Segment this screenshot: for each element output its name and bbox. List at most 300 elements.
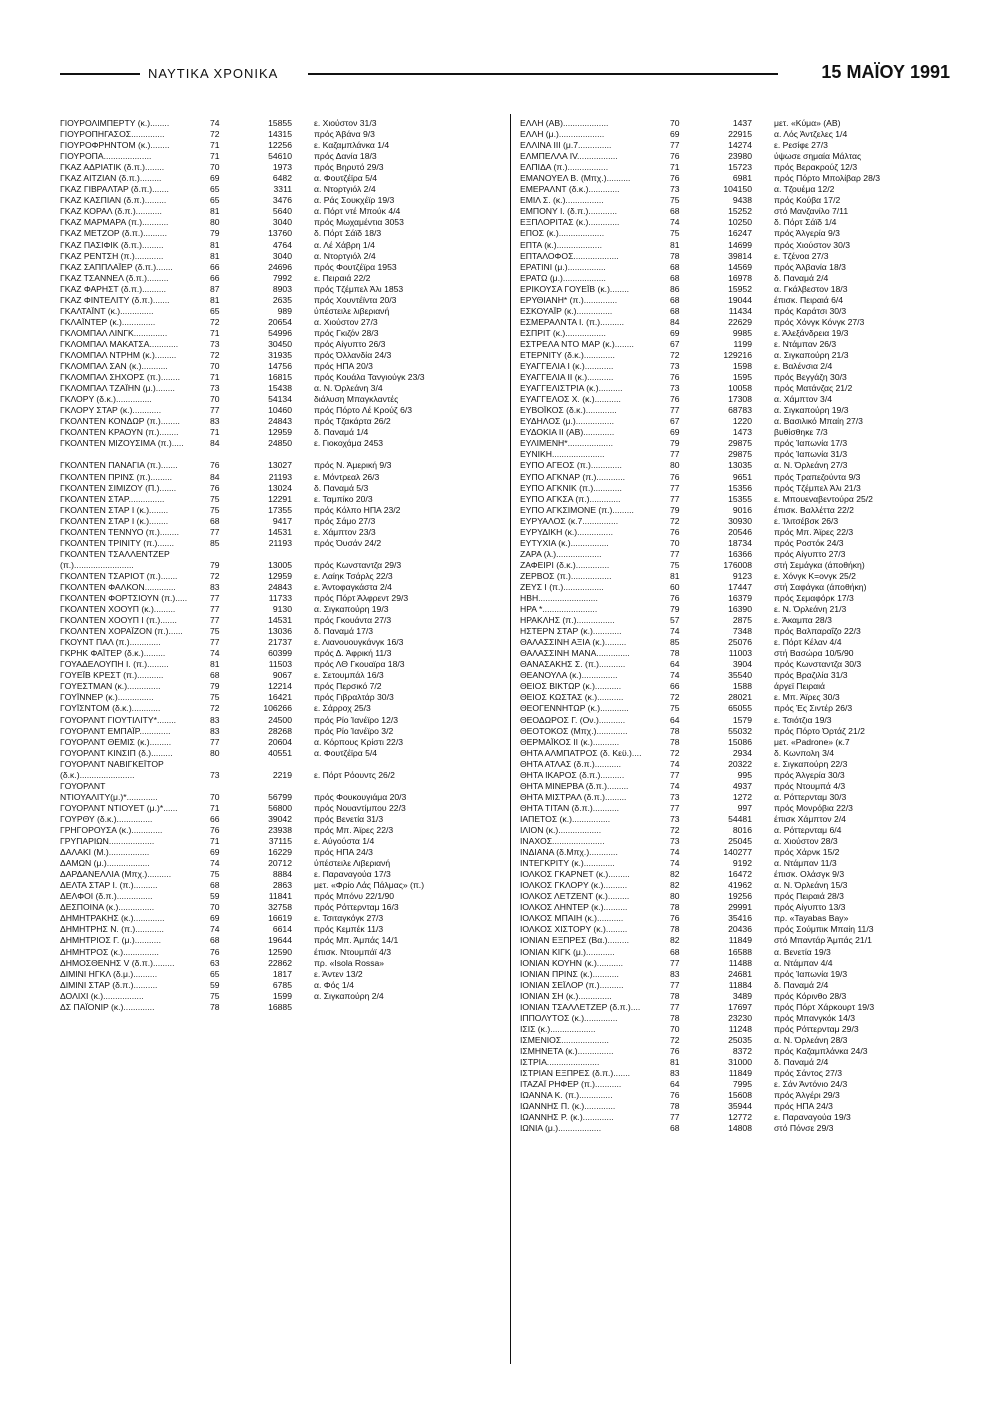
build-year <box>210 549 230 560</box>
ship-name: ΙΟΝΙΑΝ ΚΟΥΗΝ (κ.)........... <box>520 957 624 968</box>
ship-row <box>520 472 964 483</box>
ship-row <box>520 361 964 372</box>
row-gap <box>60 449 504 460</box>
build-year: 68 <box>210 515 220 526</box>
ship-name: ΘΕΟΓΕΝΝΗΤΩΡ (κ.)............ <box>520 703 629 714</box>
ship-name: ΕΥΤΥΧΙΑ (κ.)................ <box>520 537 609 548</box>
tonnage: 8372 <box>732 1045 752 1056</box>
build-year: 57 <box>670 615 680 626</box>
build-year: 72 <box>670 515 680 526</box>
ship-name: ΓΚΑΖ ΦΙΝΤΕΛΙΤΥ (δ.π.)....... <box>60 294 170 305</box>
build-year: 78 <box>210 1001 220 1012</box>
ship-position: διάλυση Μπαγκλαντές <box>314 394 399 405</box>
ship-row <box>520 483 964 494</box>
ship-name: ΓΚΑΖ ΑΙΤΖΙΑΝ (δ.π.)......... <box>60 173 162 184</box>
ship-row <box>520 284 964 295</box>
build-year: 74 <box>670 780 680 791</box>
build-year: 76 <box>670 372 680 383</box>
ship-name: ΝΤΙΟΥΑΛΙΤΥ(μ.)*............. <box>60 791 158 802</box>
build-year: 73 <box>670 836 680 847</box>
build-year: 76 <box>670 173 680 184</box>
ship-row <box>520 516 964 527</box>
ship-position: ε. Χόνγκ Κ=ονγκ 25/2 <box>774 570 856 581</box>
build-year: 84 <box>210 471 220 482</box>
ship-position: πρός Μπ. Άϊρες 22/3 <box>314 825 394 835</box>
ship-name: ΔΑΡΔΑΝΕΛΛΙΑ (Μπχ.).......... <box>60 869 172 880</box>
tonnage: 16619 <box>268 913 292 924</box>
tonnage: 11849 <box>728 935 752 946</box>
tonnage: 997 <box>737 802 752 813</box>
ship-name: ΙΣΤΡΙΑΝ ΕΞΠΡΕΣ (δ.π.)....... <box>520 1068 631 1079</box>
ship-row <box>60 670 504 681</box>
ship-name: ΓΚΟΛΝΤΕΝ ΤΣΑΡΙΟΤ (π.)....... <box>60 570 178 581</box>
build-year: 78 <box>670 990 680 1001</box>
ship-position: πρός Χόνγκ Κόνγκ 27/3 <box>774 316 865 327</box>
build-year: 78 <box>670 725 680 736</box>
ship-position: α. Φουτζέϊρα 5/4 <box>314 747 378 758</box>
tonnage: 25045 <box>728 836 752 847</box>
ship-position: ε. Λιανουουγκάνγκ 16/3 <box>314 637 404 648</box>
ship-row <box>60 262 504 273</box>
build-year: 76 <box>210 946 220 957</box>
tonnage: 23938 <box>268 825 292 835</box>
ship-name: ΓΚΛΟΜΠΑΛ ΤΖΑΪΗΝ (μ.)........ <box>60 383 175 394</box>
ship-name: ΓΚΟΛΝΤΕΝ ΣΤΑΡ Ι (κ.)........ <box>60 515 169 526</box>
ship-position: ε. Μόντρεαλ 26/3 <box>314 471 380 482</box>
build-year: 72 <box>210 349 220 360</box>
build-year: 68 <box>670 305 680 316</box>
ship-name: ΓΚΛΟΜΠΑΛ ΣΑΝ (κ.)........... <box>60 361 168 372</box>
ship-position: πρός Άλγερία 9/3 <box>774 228 840 239</box>
ship-position: πρός Κόρινθο 28/3 <box>774 990 847 1001</box>
tonnage: 23230 <box>728 1012 752 1023</box>
ship-position: πρός Βεγγάζη 30/3 <box>774 372 847 383</box>
tonnage: 39814 <box>728 250 752 261</box>
tonnage: 20322 <box>728 758 752 769</box>
build-year: 83 <box>210 714 220 725</box>
build-year: 74 <box>670 847 680 858</box>
build-year: 82 <box>670 935 680 946</box>
ship-position: πρός Κόλπο ΗΠΑ 23/2 <box>314 504 401 515</box>
ship-name: ΓΚΟΛΝΤΕΝ ΦΑΛΚΟΝ............. <box>60 581 176 592</box>
ship-row <box>520 1079 964 1090</box>
ship-name: ΕΡΑΤΩ (μ.).................. <box>520 272 606 283</box>
ship-row <box>520 969 964 980</box>
ship-name: ΙΟΝΙΑΝ ΠΡΙΝΣ (κ.)........... <box>520 968 619 979</box>
build-year: 69 <box>670 327 680 338</box>
tonnage: 10058 <box>728 383 752 394</box>
ship-position: έπισκ. Πειραιά 6/4 <box>774 294 844 305</box>
ship-row <box>520 924 964 935</box>
tonnage: 1599 <box>272 990 292 1001</box>
ship-row <box>60 880 504 891</box>
ship-row <box>520 803 964 814</box>
ship-position: πρός Δανία 18/3 <box>314 151 377 162</box>
ship-position: πρός Ίαπωνία 19/3 <box>774 968 848 979</box>
build-year: 75 <box>210 504 220 515</box>
ship-position: πρός Βερακρούζ 12/3 <box>774 162 858 173</box>
tonnage: 16885 <box>268 1001 292 1012</box>
ship-name: ΔΕΛΤΑ ΣΤΑΡ Ι. (π.).......... <box>60 880 158 891</box>
ship-position: πρός Καράτσι 30/3 <box>774 305 847 316</box>
ship-name: ΓΚΛΟΜΠΑΛ ΜΑΚΑΤΣΑ............ <box>60 338 179 349</box>
tonnage: 17447 <box>728 581 752 592</box>
build-year: 85 <box>210 537 220 548</box>
ship-name: ΕΣΤΡΕΛΑ ΝΤΟ ΜΑΡ (κ.)........ <box>520 338 634 349</box>
ship-name: ΙΟΛΚΟΣ ΓΚΛΟΡΥ (κ.).......... <box>520 880 628 891</box>
ship-name: ΔΟΛΙΧΙ (κ.)................. <box>60 990 144 1001</box>
build-year: 71 <box>670 162 680 173</box>
tonnage: 1973 <box>272 162 292 173</box>
tonnage: 15356 <box>728 482 752 493</box>
ship-row <box>60 891 504 902</box>
ship-name: ΘΑΝΑΣΑΚΗΣ Σ. (π.)........... <box>520 659 626 670</box>
ship-name: ΓΚΑΖ ΚΟΡΑΛ (δ.π.)........... <box>60 206 162 217</box>
ship-row <box>60 924 504 935</box>
tonnage: 11003 <box>728 648 752 659</box>
build-year: 73 <box>210 769 220 780</box>
tonnage: 9438 <box>732 195 752 206</box>
build-year: 81 <box>210 239 220 250</box>
build-year: 80 <box>670 460 680 471</box>
ship-row <box>520 494 964 505</box>
tonnage: 12959 <box>268 427 292 438</box>
ship-name: ΕΥΡΥΑΛΟΣ (κ.7............... <box>520 515 619 526</box>
build-year: 79 <box>210 681 220 692</box>
tonnage: 16366 <box>728 548 752 559</box>
ship-position: πρός Άλγέρι 29/3 <box>774 1090 840 1101</box>
tonnage: 14315 <box>268 129 292 140</box>
ship-name: ΓΟΥΪΝΝΕΡ (κ.)............... <box>60 692 154 703</box>
build-year: 84 <box>670 316 680 327</box>
ship-position: δ. Παναμά 17/3 <box>314 626 374 637</box>
ship-name: ΕΛΛΙΝΑ ΙΙΙ (μ.7.............. <box>520 140 612 151</box>
ship-row <box>520 637 964 648</box>
build-year: 68 <box>210 935 220 946</box>
build-year: 78 <box>670 1012 680 1023</box>
tonnage: 7348 <box>732 626 752 637</box>
ship-row <box>520 1046 964 1057</box>
tonnage: 1598 <box>732 361 752 372</box>
build-year: 76 <box>670 471 680 482</box>
tonnage: 6981 <box>732 173 752 184</box>
ship-name: ΙΩΝΙΑ (μ.).................. <box>520 1123 602 1134</box>
ship-position: πρός Μπ. Άμπάς 14/1 <box>314 935 399 946</box>
ship-name: ΓΚΑΖ ΑΔΡΙΑΤΙΚ (δ.π.)........ <box>60 162 165 173</box>
ship-position: πρός Σάντος 27/3 <box>774 1068 843 1079</box>
tonnage: 18734 <box>728 537 752 548</box>
ship-row <box>520 902 964 913</box>
ship-row <box>60 217 504 228</box>
ship-position: ε. Σάρροχ 25/3 <box>314 703 371 714</box>
tonnage: 21193 <box>268 537 292 548</box>
ship-name: ΓΚΟΛΝΤΕΝ ΣΙΜΙΖΟΥ (Π.)....... <box>60 482 177 493</box>
ship-position: α. Λέ Χάβρη 1/4 <box>314 239 375 250</box>
tonnage: 24843 <box>268 581 292 592</box>
ship-position: πρός Τραπεζούντα 9/3 <box>774 471 861 482</box>
ship-name: ΓΚΑΖ ΜΑΡΜΑΡΑ (π.)........... <box>60 217 169 228</box>
ship-row <box>520 858 964 869</box>
ship-position: πρός Σεμαφόρκ 17/3 <box>774 593 854 604</box>
ship-name: ΓΚΛΟΜΠΑΛ ΣΗΧΟΡΣ (π.)........ <box>60 372 180 383</box>
ship-row <box>520 538 964 549</box>
ship-position: ε. Ταμπίκο 20/3 <box>314 493 373 504</box>
ship-name: ΓΚΟΛΝΤΕΝ ΚΡΑΟΥΝ (π.)........ <box>60 427 179 438</box>
ship-name: ΙΠΠΟΛΥΤΟΣ (κ.).............. <box>520 1012 618 1023</box>
tonnage: 15355 <box>728 493 752 504</box>
tonnage: 68783 <box>728 405 752 416</box>
ship-row <box>520 648 964 659</box>
ship-row <box>520 206 964 217</box>
ship-name: ΕΥΠΟ ΑΓΚΣΑ (π.)............. <box>520 493 621 504</box>
ship-row <box>520 438 964 449</box>
ship-name: ΕΥΔΟΚΙΑ ΙΙ (ΑΒ)............. <box>520 427 615 438</box>
ship-row <box>520 703 964 714</box>
ship-row <box>60 339 504 350</box>
ship-row <box>520 372 964 383</box>
ship-row <box>520 582 964 593</box>
ship-position: α. Ρόττερνταμ 6/4 <box>774 825 842 835</box>
ship-name: ΙΝΤΕΓΚΡΙΤΥ (κ.)............. <box>520 858 615 869</box>
ship-name: ΕΠΤΑ (κ.)................... <box>520 239 602 250</box>
ship-position: πρός Άλβανία 18/3 <box>774 261 846 272</box>
ship-name: ΙΣΙΣ (κ.)................... <box>520 1023 596 1034</box>
tonnage: 2863 <box>272 880 292 891</box>
ship-name: ΙΝΔΙΑΝΑ (δ.Μπχ.)............ <box>520 847 618 858</box>
tonnage: 13005 <box>268 559 292 570</box>
ship-name: ΓΟΥΡΘΥ (δ.κ.)............... <box>60 813 153 824</box>
ship-position: πρός Σούμπικ Μπαίη 11/3 <box>774 924 874 935</box>
ship-row <box>60 361 504 372</box>
build-year: 75 <box>670 559 680 570</box>
tonnage: 1437 <box>732 118 752 128</box>
ship-name: ΓΟΥΟΡΛΝΤ ΚΙΝΣΙΠ (δ.)......... <box>60 747 173 758</box>
ship-position: α. Ντορτγιόλ 2/4 <box>314 250 376 261</box>
ship-row <box>520 140 964 151</box>
build-year: 70 <box>210 361 220 372</box>
tonnage: 28021 <box>728 692 752 703</box>
ship-row <box>60 715 504 726</box>
ship-row <box>60 549 504 560</box>
build-year: 70 <box>210 394 220 405</box>
ship-row <box>520 449 964 460</box>
build-year: 74 <box>210 924 220 935</box>
build-year: 79 <box>210 559 220 570</box>
ship-name: ΔΑΜΩΝ (μ.).................. <box>60 858 150 869</box>
ship-row <box>520 947 964 958</box>
ship-position: α. Ντάμπαν 11/3 <box>774 858 837 869</box>
build-year: 69 <box>670 129 680 140</box>
ship-name: ΙΣΤΡΙΑ...................... <box>520 1056 600 1067</box>
ship-row <box>520 593 964 604</box>
ship-name: ΙΟΝΙΑΝ ΣΕΪΛΟΡ (π.).......... <box>520 979 624 990</box>
tonnage: 14808 <box>728 1123 752 1134</box>
build-year: 76 <box>670 1090 680 1101</box>
ship-row <box>60 947 504 958</box>
tonnage: 17355 <box>268 504 292 515</box>
tonnage: 12590 <box>268 946 292 957</box>
build-year: 75 <box>210 692 220 703</box>
ship-position: δ. Πόρτ Σάϊδ 1/4 <box>774 217 837 228</box>
tonnage: 9130 <box>272 604 292 615</box>
ship-row <box>520 527 964 538</box>
ship-position: δ. Παναμά 1/4 <box>314 427 369 438</box>
ship-row <box>520 162 964 173</box>
ship-position: α. Σιγκαπούρη 19/3 <box>774 405 849 416</box>
build-year: 73 <box>210 383 220 394</box>
tonnage: 1220 <box>732 416 752 427</box>
ship-row <box>60 781 504 792</box>
ship-row <box>60 770 504 781</box>
ship-name: ΙΩΑΝΝΗΣ Ρ. (κ.)............. <box>520 1112 614 1123</box>
ship-row <box>60 173 504 184</box>
tonnage: 13036 <box>268 626 292 637</box>
ship-position: πρός Πόρτο Λέ Κρούζ 6/3 <box>314 405 413 416</box>
ship-row <box>60 427 504 438</box>
ship-row <box>60 538 504 549</box>
build-year: 77 <box>210 526 220 537</box>
ship-name: ΔΙΜΙΝΙ ΣΤΑΡ (δ.π.).......... <box>60 979 158 990</box>
ship-name: ΘΗΤΑ ΙΚΑΡΟΣ (δ.π.).......... <box>520 769 625 780</box>
build-year: 76 <box>670 394 680 405</box>
ship-row <box>520 184 964 195</box>
tonnage: 55032 <box>728 725 752 736</box>
ship-name: ΓΚΑΖ ΠΑΣΙΦΙΚ (δ.π.)......... <box>60 239 164 250</box>
build-year: 75 <box>670 703 680 714</box>
build-year: 64 <box>670 714 680 725</box>
ship-position: πρός Αίγυπτο 26/3 <box>314 338 386 349</box>
ship-position: πρός Ροστόκ 24/3 <box>774 537 844 548</box>
build-year: 72 <box>670 692 680 703</box>
ship-name: ΙΟΛΚΟΣ ΧΙΣΤΟΡΥ (κ.)......... <box>520 924 628 935</box>
ship-name: ΓΙΟΥΡΟΠΗΓΑΣΟΣ.............. <box>60 129 165 140</box>
ship-row <box>60 869 504 880</box>
ship-row <box>60 151 504 162</box>
ship-name: ΕΥΛΙΜΕΝΗ*................... <box>520 438 613 449</box>
ship-position: πρός Ν. Άμερική 9/3 <box>314 460 392 471</box>
tonnage: 16588 <box>728 946 752 957</box>
tonnage <box>230 759 302 770</box>
ship-row <box>60 571 504 582</box>
build-year: 83 <box>210 725 220 736</box>
ship-position: πρός Κωνσταντζα 29/3 <box>314 559 402 570</box>
ship-row <box>60 726 504 737</box>
build-year: 73 <box>670 813 680 824</box>
ship-position: έπισκ. Ολάσγκ 9/3 <box>774 869 845 880</box>
ship-row <box>520 759 964 770</box>
tonnage: 3904 <box>732 659 752 670</box>
ship-position: πρός Όυσάν 24/2 <box>314 537 382 548</box>
ship-position: πρός Ρόττερνταμ 16/3 <box>314 902 399 913</box>
build-year: 75 <box>210 869 220 880</box>
ship-name: ΖΕΡΒΟΣ (π.)................. <box>520 570 612 581</box>
ship-name: ΓΚΟΛΝΤΕΝ ΤΕΝΝΥΟ (π.)........ <box>60 526 179 537</box>
ship-name: ΓΚΑΛΤΑΪΝΤ (κ.).............. <box>60 305 154 316</box>
build-year: 65 <box>210 968 220 979</box>
ship-position: πρός Άβάνα 9/3 <box>314 129 375 140</box>
ship-row <box>520 328 964 339</box>
tonnage: 7995 <box>732 1079 752 1090</box>
build-year: 74 <box>670 858 680 869</box>
ship-name: ΓΟΥΟΡΛΝΤ ΕΜΠΑΪΡ............. <box>60 725 171 736</box>
build-year: 69 <box>670 427 680 438</box>
tonnage: 16379 <box>728 593 752 604</box>
ship-name: ΗΒΗ......................... <box>520 593 598 604</box>
ship-row <box>60 350 504 361</box>
build-year: 75 <box>210 626 220 637</box>
build-year: 85 <box>670 637 680 648</box>
build-year: 86 <box>670 283 680 294</box>
tonnage: 14531 <box>268 526 292 537</box>
ship-name: ΔΙΜΙΝΙ ΗΓΚΛ (δ.μ.).......... <box>60 968 158 979</box>
ship-row <box>520 383 964 394</box>
ship-position: πρός Χάρνκ 15/2 <box>774 847 840 858</box>
tonnage: 54481 <box>728 813 752 824</box>
ship-position: πρός Πόρτ Χάρκουρτ 19/3 <box>774 1001 875 1012</box>
build-year: 75 <box>670 228 680 239</box>
build-year: 77 <box>670 769 680 780</box>
ship-position: μετ. «Φρίο Λάς Πάλμας» (π.) <box>314 880 425 891</box>
build-year: 87 <box>210 283 220 294</box>
build-year: 74 <box>670 626 680 637</box>
ship-position: δ. Κωνπολη 3/4 <box>774 747 835 758</box>
ship-name: ΓΚΡΗΚ ΦΑΪΤΕΡ (δ.κ.)......... <box>60 648 166 659</box>
build-year: 72 <box>670 825 680 835</box>
ship-position: ε. Καζαμπλάνκα 1/4 <box>314 140 390 151</box>
ship-row <box>60 184 504 195</box>
tonnage: 11733 <box>268 593 292 604</box>
tonnage: 6482 <box>272 173 292 184</box>
build-year: 66 <box>210 272 220 283</box>
ship-position: α. Χιούστον 27/3 <box>314 316 378 327</box>
tonnage: 3476 <box>272 195 292 206</box>
tonnage: 16978 <box>728 272 752 283</box>
ship-name: ΕΛΛΗ (ΑΒ)................... <box>520 118 609 128</box>
tonnage: 1199 <box>733 338 752 349</box>
ship-position: α. Κόρπους Κρίστι 22/3 <box>314 736 403 747</box>
build-year: 76 <box>670 593 680 604</box>
ship-position: α. Ρόττερνταμ 30/3 <box>774 791 847 802</box>
ship-row <box>520 692 964 703</box>
tonnage: 9123 <box>732 570 752 581</box>
ship-row <box>60 328 504 339</box>
tonnage: 129216 <box>723 349 752 360</box>
build-year: 68 <box>670 272 680 283</box>
tonnage: 9067 <box>272 670 292 681</box>
ship-name: ΕΥΔΗΛΟΣ (μ.)................ <box>520 416 614 427</box>
tonnage: 29991 <box>728 902 752 913</box>
ship-row <box>60 858 504 869</box>
ship-row <box>60 383 504 394</box>
tonnage: 8884 <box>272 869 292 880</box>
ship-row <box>60 129 504 140</box>
ship-row <box>60 438 504 449</box>
ship-row <box>520 416 964 427</box>
ship-position: α. Βενετία 19/3 <box>774 946 831 957</box>
build-year: 83 <box>210 416 220 427</box>
ship-row <box>520 1068 964 1079</box>
ship-row <box>60 228 504 239</box>
ship-position: πρός Χουντέϊντα 20/3 <box>314 294 397 305</box>
tonnage: 19256 <box>728 891 752 902</box>
ship-row <box>520 792 964 803</box>
build-year: 77 <box>210 637 220 648</box>
build-year: 76 <box>210 825 220 835</box>
tonnage: 17308 <box>728 394 752 405</box>
build-year: 77 <box>670 802 680 813</box>
ship-position: μετ. «Κύμα» (ΑΒ) <box>774 118 841 128</box>
ship-position: ε. Σετουμπάλ 16/3 <box>314 670 384 681</box>
